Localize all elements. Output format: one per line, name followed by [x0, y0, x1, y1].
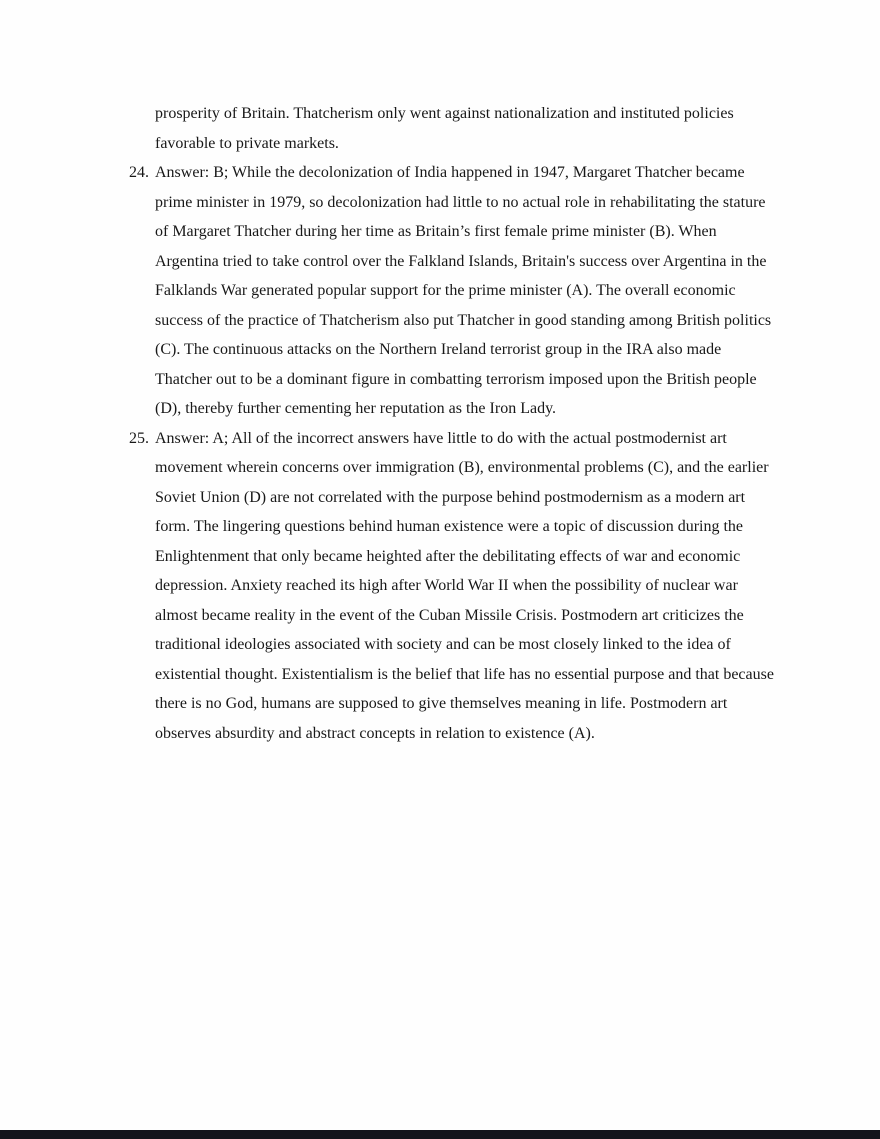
item-number-24: 24.: [129, 164, 149, 181]
paragraph-continuation: prosperity of Britain. Thatcherism only went against nationalization and instituted policies favorable to private markets.: [155, 105, 734, 152]
item-number-25: 25.: [129, 429, 149, 447]
item-text-24: Answer: B; While the decolonization of India happened in 1947, Margaret Thatcher became prime minister in 1979, so decolonization had little to no actual role in rehabilitating the stature of Margaret Thatcher during her time as Britain’s first female prime minister (B). When Argentina tried to take control over the Falkland Islands, Britain's success over Argentina in the Falklands War generated popular support for the prime minister (A). The overall economic success of the practice of Thatcherism also put Thatcher in good standing among British politics (C). The continuous attacks on the Northern Ireland terrorist group in the IRA also made Thatcher out to be a dominant figure in combatting terrorism imposed upon the British people (D), thereby further cementing her reputation as the Iron Lady.: [155, 164, 772, 417]
bottom-bar: [0, 1130, 880, 1139]
item-text-25: Answer: A; All of the incorrect answers have little to do with the actual postmodernist art movement wherein concerns over immigration (B), environmental problems (C), and the earlier Soviet Union (D) are not correlated with the purpose behind postmodernism as a modern art form. The lingering questions behind human existence were a topic of discussion during the Enlightenment that only became heighted after the debilitating effects of war and economic depression. Anxiety reached its high after World War II when the possibility of nuclear war almost became reality in the event of the Cuban Missile Crisis. Postmodern art criticizes the traditional ideologies associated with society and can be most closely linked to the idea of existential thought. Existentialism is the belief that life has no essential purpose and that because there is no God, humans are supposed to give themselves meaning in life. Postmodern art observes absurdity and abstract concepts in relation to existence (A).: [155, 429, 774, 742]
page-content: [129, 99, 779, 748]
answer-item-25: [129, 424, 779, 749]
answer-item-24: [129, 158, 779, 424]
